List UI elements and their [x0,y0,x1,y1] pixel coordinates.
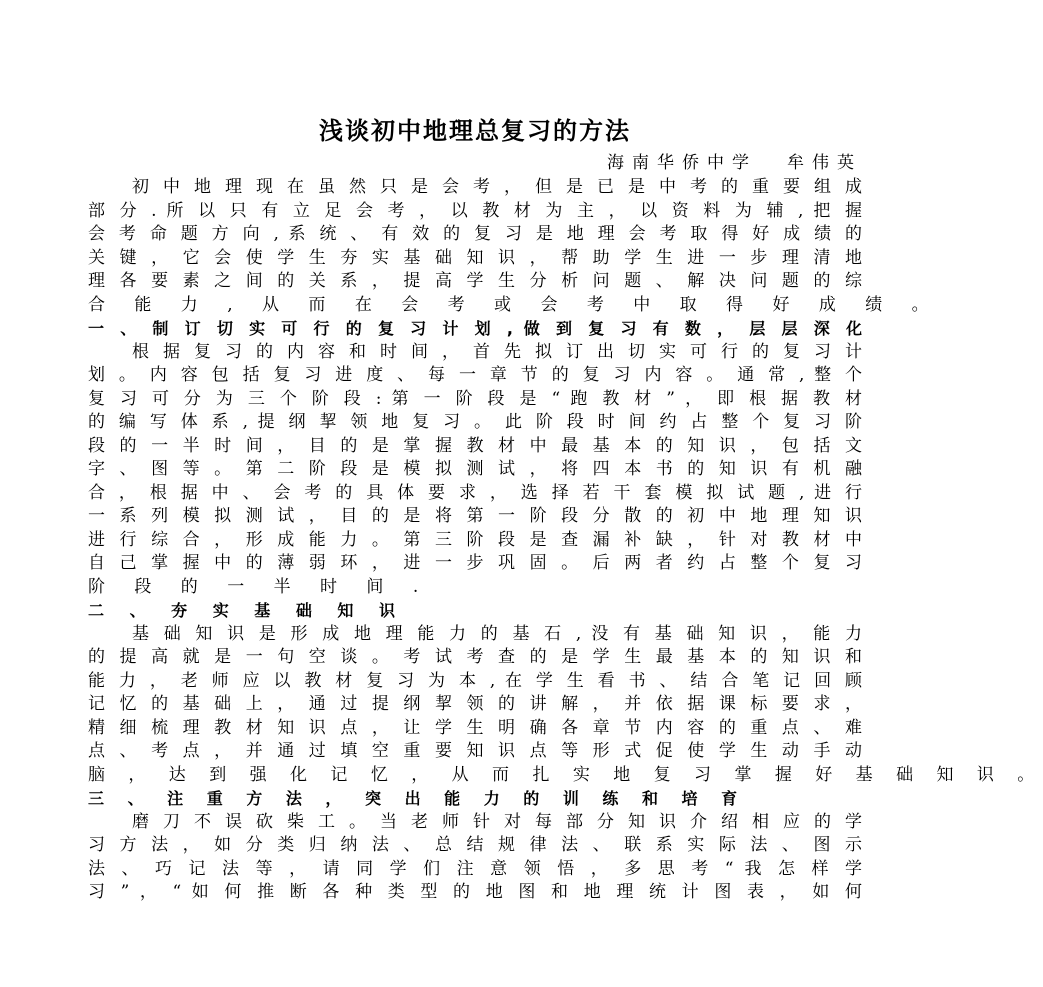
paragraph-line: 精 细 梳 理 教 材 知 识 点 ， 让 学 生 明 确 各 章 节 内 容 的 重 点 、 难 [88,717,862,738]
paragraph-line: 根 据 复 习 的 内 容 和 时 间 ， 首 先 拟 订 出 切 实 可 行 的 复 习 计 [132,341,862,362]
paragraph-line: 脑 ， 达 到 强 化 记 忆 ， 从 而 扎 实 地 复 习 掌 握 好 基 础 知 识 。 [88,764,1043,785]
paragraph-line: 磨 刀 不 误 砍 柴 工 。 当 老 师 针 对 每 部 分 知 识 介 绍 相 应 的 学 [132,811,862,832]
paragraph-line: 初 中 地 理 现 在 虽 然 只 是 会 考 ， 但 是 已 是 中 考 的 重 要 组 成 [132,177,862,197]
paragraph-line: 合 ， 根 据 中 、 会 考 的 具 体 要 求 ， 选 择 若 干 套 模 拟 试 题 , 进 行 [88,482,862,503]
paragraph-line: 字 、 图 等 。 第 二 阶 段 是 模 拟 测 试 ， 将 四 本 书 的 知 识 有 机 融 [88,459,862,479]
paragraph-line: 会 考 命 题 方 向 , 系 统 、 有 效 的 复 习 是 地 理 会 考 取 得 好 成 绩 的 [88,224,862,244]
paragraph-line: 习 ” ， “ 如 何 推 断 各 种 类 型 的 地 图 和 地 理 统 计 图 表 ， 如 何 [88,882,862,902]
paragraph-line: 基 础 知 识 是 形 成 地 理 能 力 的 基 石 , 没 有 基 础 知 识 ， 能 力 [132,623,862,644]
paragraph-line: 的 编 写 体 系 , 提 纲 挈 领 地 复 习 。 此 阶 段 时 间 约 占 整 个 复 习 阶 [88,412,862,432]
paragraph-line: 记 忆 的 基 础 上 ， 通 过 提 纲 挈 领 的 讲 解 ， 并 依 据 课 标 要 求 ， [88,694,862,714]
section-heading-1: 一 、 制 订 切 实 可 行 的 复 习 计 划 , 做 到 复 习 有 数 ， 层 层 深 化 [88,319,862,338]
section-heading-3: 三 、 注 重 方 法 ， 突 出 能 力 的 训 练 和 培 育 [88,789,747,808]
paragraph-line: 阶 段 的 一 半 时 间 . [88,576,431,597]
paragraph-line: 段 的 一 半 时 间 ， 目 的 是 掌 握 教 材 中 最 基 本 的 知 识 ， 包 括 文 [88,435,862,456]
paragraph-line: 自 己 掌 握 中 的 薄 弱 环 ， 进 一 步 巩 固 。 后 两 者 约 占 整 个 复 习 [88,553,862,573]
paragraph-line: 习 方 法 ， 如 分 类 归 纳 法 、 总 结 规 律 法 、 联 系 实 际 法 、 图 示 [88,835,862,855]
paragraph-line: 点 、 考 点 ， 并 通 过 填 空 重 要 知 识 点 等 形 式 促 使 学 生 动 手 动 [88,741,862,761]
paragraph-line: 进 行 综 合 ， 形 成 能 力 。 第 三 阶 段 是 查 漏 补 缺 ， 针 对 教 材 中 [88,529,862,550]
paragraph-line: 关 键 ， 它 会 使 学 生 夯 实 基 础 知 识 ， 帮 助 学 生 进 一 步 理 清 地 [88,247,862,268]
document-title: 浅谈初中地理总复习的方法 [319,117,631,145]
paragraph-line: 合 能 力 , 从 而 在 会 考 或 会 考 中 取 得 好 成 绩 。 [88,294,941,315]
author-name: 牟伟英 [787,153,862,173]
paragraph-line: 理 各 要 素 之 间 的 关 系 ， 提 高 学 生 分 析 问 题 、 解 决 问 题 的 综 [88,271,862,291]
paragraph-line: 法 、 巧 记 法 等 ， 请 同 学 们 注 意 领 悟 ， 多 思 考 “ 我 怎 样 学 [88,858,862,879]
paragraph-line: 复 习 可 分 为 三 个 阶 段 : 第 一 阶 段 是 “ 跑 教 材 ” ， 即 根 据 教 材 [88,388,862,409]
section-heading-2: 二 、 夯 实 基 础 知 识 [88,601,405,620]
paragraph-line: 划 。 内 容 包 括 复 习 进 度 、 每 一 章 节 的 复 习 内 容 。 通 常 , 整 个 [88,365,862,385]
paragraph-line: 的 提 高 就 是 一 句 空 谈 。 考 试 考 查 的 是 学 生 最 基 本 的 知 识 和 [88,647,862,667]
author-line [607,153,862,173]
author-school: 海南华侨中学 [607,153,757,173]
paragraph-line: 部 分 . 所 以 只 有 立 足 会 考 ， 以 教 材 为 主 ， 以 资 料 为 辅 , 把 握 [88,200,862,221]
paragraph-line: 一 系 列 模 拟 测 试 ， 目 的 是 将 第 一 阶 段 分 散 的 初 中 地 理 知 识 [88,506,862,526]
paragraph-line: 能 力 ， 老 师 应 以 教 材 复 习 为 本 , 在 学 生 看 书 、 结 合 笔 记 回 顾 [88,670,862,691]
